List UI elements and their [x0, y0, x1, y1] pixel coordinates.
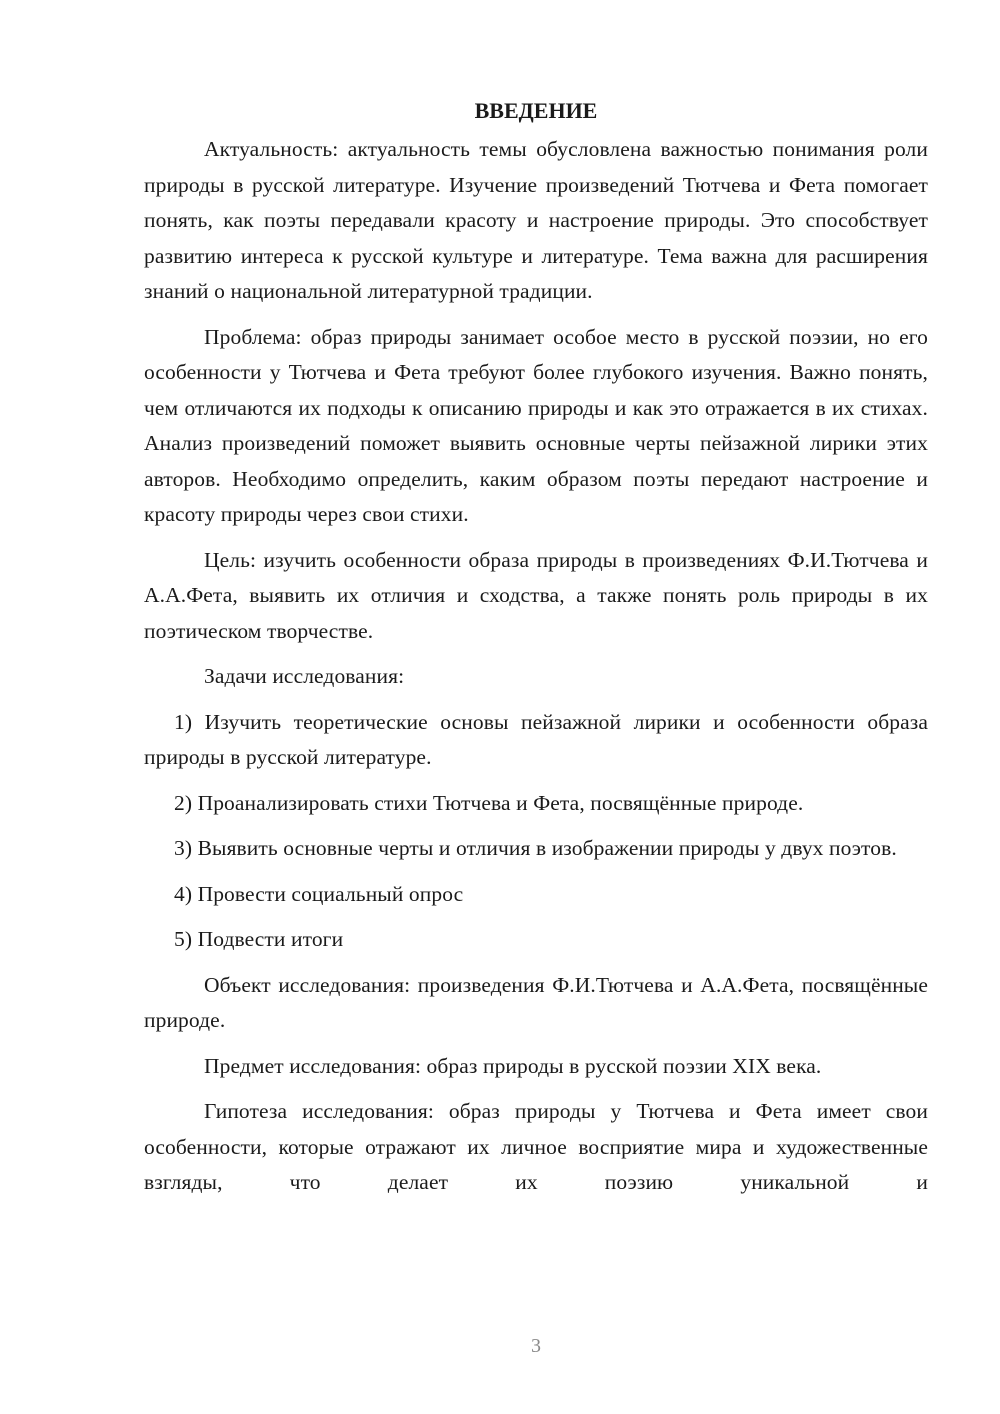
paragraph-relevance: Актуальность: актуальность темы обусловлена важностью понимания роли природы в русской литературе. Изучение произведений Тютчева и Фета помогает понять, как поэты передавали красоту и настроение природы. Это способствует развитию интереса к русской культуре и литературе. Тема важна для расширения знаний о национальной литературной традиции. [144, 137, 928, 303]
task-item-2: 2) Проанализировать стихи Тютчева и Фета, посвящённые природе. [174, 790, 804, 815]
task-item-4: 4) Провести социальный опрос [174, 881, 464, 906]
section-heading: ВВЕДЕНИЕ [474, 98, 598, 123]
task-item-3: 3) Выявить основные черты и отличия в изображении природы у двух поэтов. [174, 836, 897, 860]
paragraph-hypothesis: Гипотеза исследования: образ природы у Тютчева и Фета имеет свои особенности, которые отражают их личное восприятие мира и художественные взгляды, что делает их поэзию уникальной и [144, 1099, 928, 1194]
page-number: 3 [531, 1335, 541, 1357]
paragraph-object: Объект исследования: произведения Ф.И.Тютчева и А.А.Фета, посвящённые природе. [144, 972, 928, 1032]
task-item-1: 1) Изучить теоретические основы пейзажной лирики и особенности образа природы в русской литературе. [144, 709, 928, 769]
paragraph-goal: Цель: изучить особенности образа природы в произведениях Ф.И.Тютчева и А.А.Фета, выявить их отличия и сходства, а также понять роль природы в их поэтическом творчестве. [144, 547, 928, 643]
tasks-title: Задачи исследования: [204, 664, 405, 688]
paragraph-subject: Предмет исследования: образ природы в русской поэзии XIX века. [204, 1053, 822, 1078]
task-item-5: 5) Подвести итоги [174, 927, 344, 951]
document-page [144, 96, 928, 1211]
paragraph-problem: Проблема: образ природы занимает особое место в русской поэзии, но его особенности у Тютчева и Фета требуют более глубокого изучения. Важно понять, чем отличаются их подходы к описанию природы и как это отражается в их стихах. Анализ произведений поможет выявить основные черты пейзажной лирики этих авторов. Необходимо определить, каким образом поэты передают настроение и красоту природы через свои стихи. [144, 324, 928, 526]
